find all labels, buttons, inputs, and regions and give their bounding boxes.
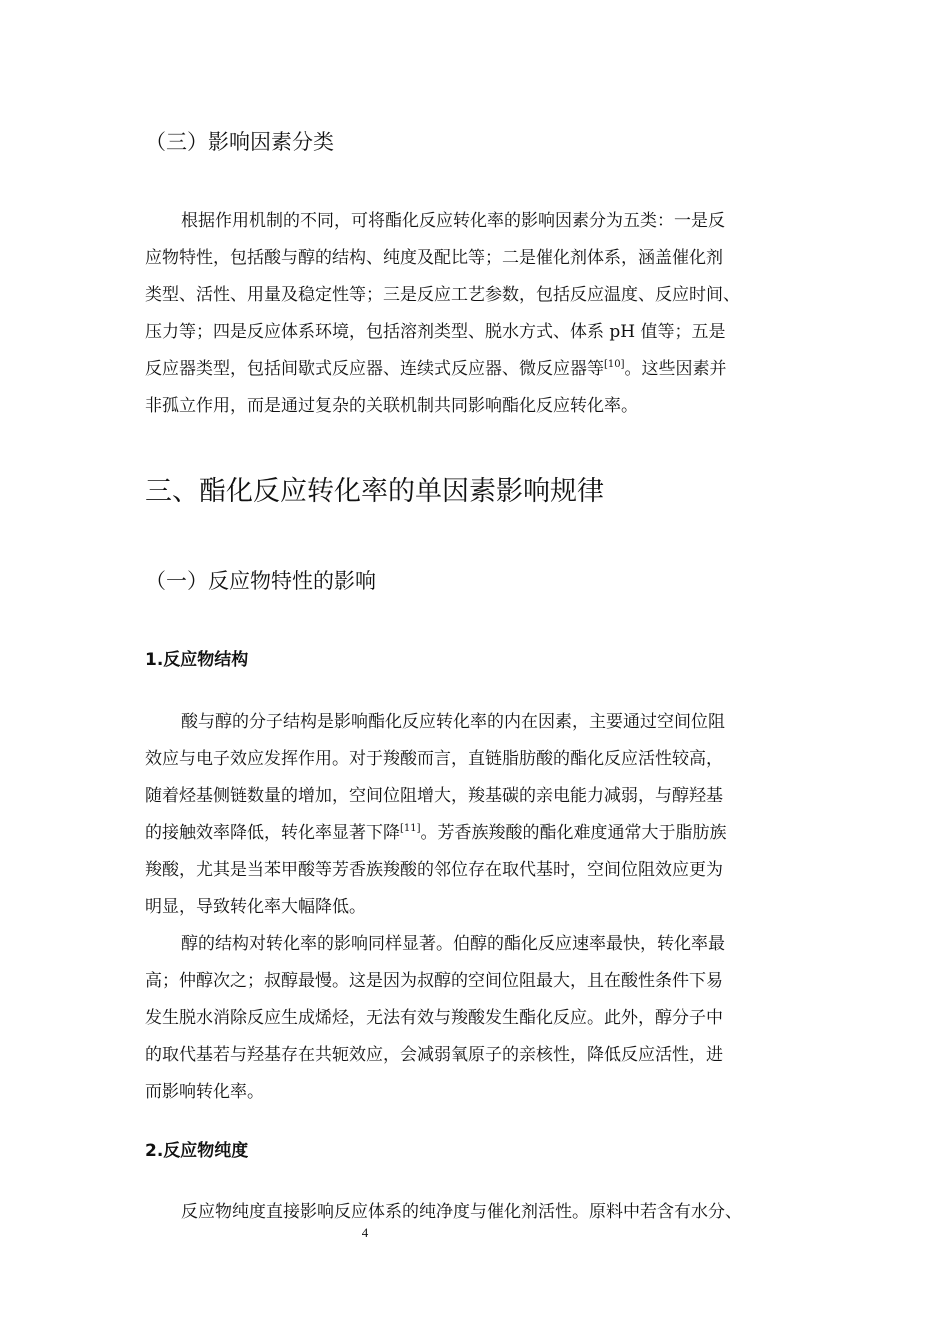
text-line: 压力等；四是反应体系环境，包括溶剂类型、脱水方式、体系 pH 值等；五是	[145, 322, 726, 342]
text-segment: 的接触效率降低，转化率显著下降	[145, 823, 400, 843]
text-line: 反应物纯度直接影响反应体系的纯净度与催化剂活性。原料中若含有水分、	[181, 1202, 742, 1222]
text-line: 羧酸，尤其是当苯甲酸等芳香族羧酸的邻位存在取代基时，空间位阻效应更为	[145, 860, 723, 880]
section-title: 三、酯化反应转化率的单因素影响规律	[145, 476, 604, 507]
text-line: 酸与醇的分子结构是影响酯化反应转化率的内在因素，主要通过空间位阻	[181, 712, 725, 732]
paragraph-alcohol-structure	[145, 926, 815, 1111]
citation-ref: [11]	[400, 823, 421, 834]
text-line: 发生脱水消除反应生成烯烃，无法有效与羧酸发生酯化反应。此外，醇分子中	[145, 1008, 723, 1028]
text-line: 类型、活性、用量及稳定性等；三是反应工艺参数，包括反应温度、反应时间、	[145, 285, 740, 305]
text-line: 高；仲醇次之；叔醇最慢。这是因为叔醇的空间位阻最大，且在酸性条件下易	[145, 971, 723, 991]
text-line: 随着烃基侧链数量的增加，空间位阻增大，羧基碳的亲电能力减弱，与醇羟基	[145, 786, 723, 806]
text-segment: 。芳香族羧酸的酯化难度通常大于脂肪族	[420, 823, 727, 843]
text-segment: 反应器类型，包括间歇式反应器、连续式反应器、微反应器等	[145, 359, 604, 379]
text-line	[145, 815, 815, 852]
text-line: 醇的结构对转化率的影响同样显著。伯醇的酯化反应速率最快，转化率最	[181, 934, 725, 954]
text-line: 明显，导致转化率大幅降低。	[145, 897, 366, 917]
text-line	[145, 351, 815, 388]
page-number: 4	[361, 1225, 369, 1240]
text-segment: 。这些因素并	[624, 359, 727, 379]
paragraph-purity	[145, 1194, 815, 1231]
paragraph-classification	[145, 203, 815, 425]
text-line: 而影响转化率。	[145, 1082, 264, 1102]
sub-heading-reactant-properties: （一）反应物特性的影响	[145, 569, 376, 593]
text-line: 的取代基若与羟基存在共轭效应，会减弱氧原子的亲核性，降低反应活性，进	[145, 1045, 723, 1065]
item-heading-structure: 1.反应物结构	[145, 650, 249, 670]
text-line: 非孤立作用，而是通过复杂的关联机制共同影响酯化反应转化率。	[145, 396, 638, 416]
text-line: 根据作用机制的不同，可将酯化反应转化率的影响因素分为五类：一是反	[181, 211, 725, 231]
heading-factor-classification: （三）影响因素分类	[145, 130, 334, 154]
paragraph-acid-structure	[145, 704, 815, 926]
citation-ref: [10]	[604, 359, 625, 370]
text-line: 效应与电子效应发挥作用。对于羧酸而言，直链脂肪酸的酯化反应活性较高，	[145, 749, 723, 769]
text-line: 应物特性，包括酸与醇的结构、纯度及配比等；二是催化剂体系，涵盖催化剂	[145, 248, 723, 268]
item-heading-purity: 2.反应物纯度	[145, 1141, 249, 1161]
